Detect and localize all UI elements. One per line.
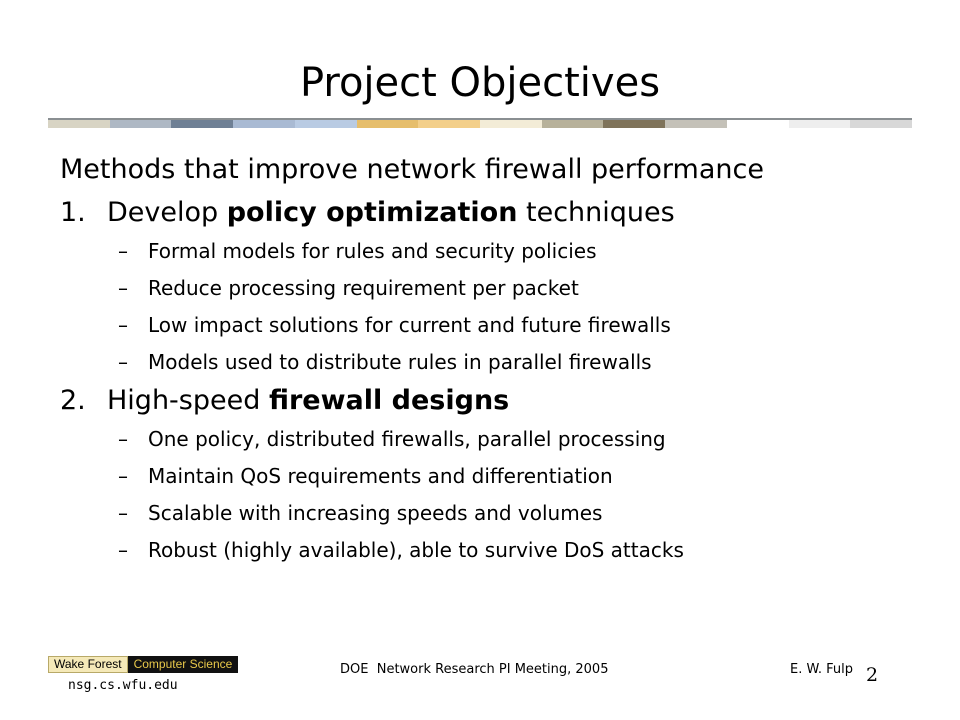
dash-bullet: – — [118, 464, 128, 488]
item-text-bold: firewall designs — [268, 385, 510, 416]
color-bar-segment — [418, 120, 480, 128]
slide-body — [60, 150, 920, 569]
color-bar-segment — [789, 120, 851, 128]
logo-wake-forest: Wake Forest — [48, 656, 128, 673]
item-text — [107, 193, 675, 233]
logo-computer-science: Computer Science — [128, 656, 239, 673]
dash-bullet: – — [118, 239, 128, 263]
sub-item — [118, 532, 920, 569]
color-bar-segment — [727, 120, 789, 128]
color-bar-segment — [171, 120, 233, 128]
sub-item-text: Maintain QoS requirements and differentiation — [148, 464, 613, 488]
sub-item — [118, 270, 920, 307]
item-text-prefix: Develop — [107, 197, 227, 228]
sub-item-text: One policy, distributed firewalls, parallel processing — [148, 427, 666, 451]
item-text-bold: policy optimization — [226, 197, 518, 228]
numbered-item — [60, 381, 920, 421]
item-text-prefix: High-speed — [107, 385, 269, 416]
color-bar-segment — [295, 120, 357, 128]
footer-url: nsg.cs.wfu.edu — [68, 678, 178, 693]
color-bar-segment — [357, 120, 419, 128]
dash-bullet: – — [118, 276, 128, 300]
sub-item-text: Robust (highly available), able to survive DoS attacks — [148, 538, 684, 562]
color-bar-segment — [603, 120, 665, 128]
color-bar-segment — [233, 120, 295, 128]
sub-item-text: Scalable with increasing speeds and volumes — [148, 501, 603, 525]
footer-author: E. W. Fulp — [790, 662, 853, 677]
sub-item — [118, 421, 920, 458]
color-bar-segment — [110, 120, 172, 128]
color-bar-segment — [542, 120, 604, 128]
sub-item — [118, 233, 920, 270]
dash-bullet: – — [118, 427, 128, 451]
item-text-suffix: techniques — [517, 197, 675, 228]
slide-heading: Methods that improve network firewall performance — [60, 154, 764, 185]
dash-bullet: – — [118, 501, 128, 525]
color-bar-segment — [665, 120, 727, 128]
sub-item-text: Models used to distribute rules in parallel firewalls — [148, 350, 652, 374]
sub-item — [118, 307, 920, 344]
color-bar-segment — [48, 120, 110, 128]
sub-item — [118, 344, 920, 381]
wfu-cs-logo — [48, 656, 238, 673]
dash-bullet: – — [118, 350, 128, 374]
color-bar-segment — [480, 120, 542, 128]
item-text — [107, 381, 509, 421]
slide-title: Project Objectives — [299, 60, 661, 106]
footer-meeting: DOE Network Research PI Meeting, 2005 — [340, 662, 609, 677]
dash-bullet: – — [118, 313, 128, 337]
color-bar-top-line — [48, 118, 912, 120]
sub-item-text: Reduce processing requirement per packet — [148, 276, 579, 300]
item-number: 1. — [60, 197, 86, 228]
sub-item-text: Low impact solutions for current and future firewalls — [148, 313, 671, 337]
numbered-item — [60, 193, 920, 233]
item-number: 2. — [60, 385, 86, 416]
sub-item — [118, 495, 920, 532]
page-number: 2 — [866, 664, 879, 686]
color-bar-segment — [850, 120, 912, 128]
dash-bullet: – — [118, 538, 128, 562]
decorative-color-bar — [48, 120, 912, 128]
sub-item-text: Formal models for rules and security policies — [148, 239, 597, 263]
sub-item — [118, 458, 920, 495]
